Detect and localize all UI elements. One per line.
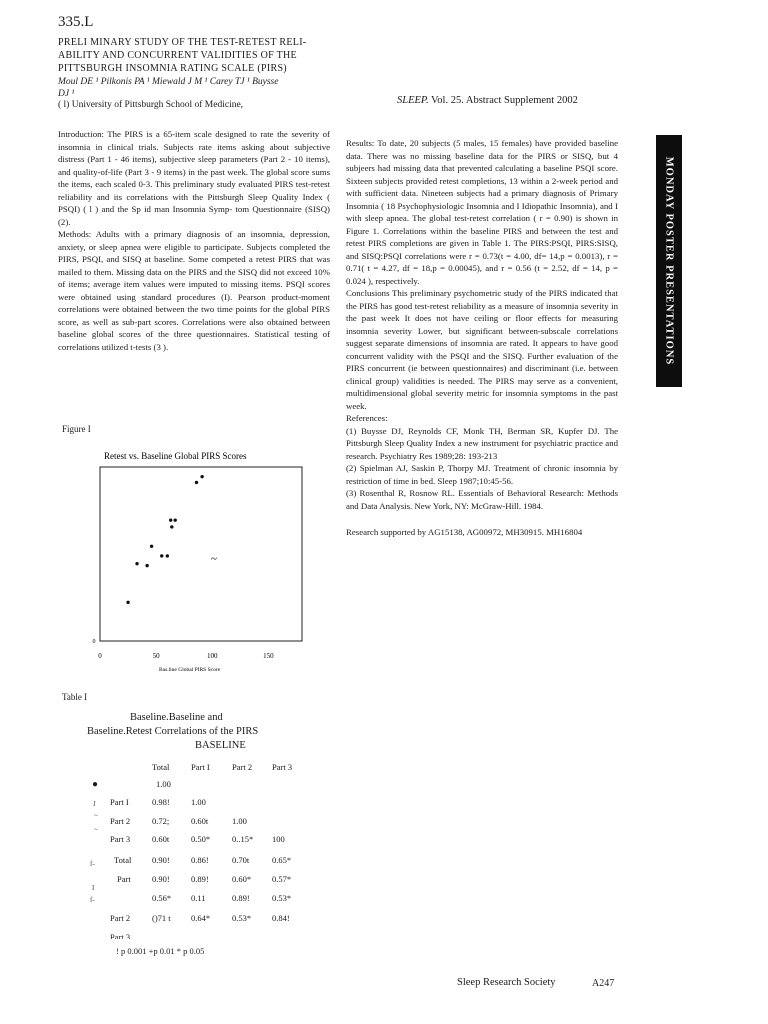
table-cell: 0.90! xyxy=(152,874,170,884)
left-column xyxy=(58,128,330,353)
table-cell: 0.86! xyxy=(191,855,209,865)
row-bullet-marker: ● xyxy=(92,779,99,790)
section-sidebar-tab xyxy=(656,135,682,387)
table-cell: 1.00 xyxy=(232,816,247,826)
table-cell: 0.84! xyxy=(272,913,290,923)
table-row-label: Part 2 xyxy=(110,816,131,826)
data-point-5 xyxy=(160,554,163,557)
conclusions-paragraph: Conclusions This preliminary psychometric study of the PIRS indicated that the PIRS has good test-retest reliability as a measure of insomnia severity in the past week It does not have ceiling or floor effects for measuring insomnia severity Lower, but significant between-subscale correlations suggest separate dimensions of insomnia are rated. It appears to have good concurrent validity with the PSQI and the SISQ. Further evaluation of the PIRS concurrent (ie between questionnaires) and discriminant (i.e. between clinical group) validities is needed. The PIRS may serve as a convenient, multidimensional global severity metric for insomnia symptoms in the past week. xyxy=(346,288,618,411)
authors-line: DJ ¹ xyxy=(58,89,75,99)
references-heading: References: xyxy=(346,413,388,423)
table-row-label: Total xyxy=(114,855,132,865)
x-tick-label: 100 xyxy=(206,652,218,660)
title-line: ABILITY AND CONCURRENT VALIDITIES OF THE xyxy=(58,50,297,61)
table-cell: 0.89! xyxy=(232,893,250,903)
table-column-header: Part 3 xyxy=(272,762,293,772)
table-title-line: Baseline.Retest Correlations of the PIRS xyxy=(87,726,259,737)
side-mark: f- xyxy=(90,860,95,868)
data-point-4 xyxy=(150,545,153,548)
side-mark: I xyxy=(92,884,95,892)
x-tick-labels xyxy=(98,652,274,660)
y-tick-label: 0 xyxy=(92,639,96,645)
scatter-chart xyxy=(58,446,318,681)
data-point-6 xyxy=(166,554,169,557)
page-number: A247 xyxy=(592,978,615,989)
table-column-header: Total xyxy=(152,762,170,772)
table-cell: 0.60t xyxy=(191,816,209,826)
funding-statement: Research supported by AG15138, AG00972, MH30915. MH16804 xyxy=(346,527,583,537)
table-cell: ()71 t xyxy=(152,913,171,923)
x-tick-label: 50 xyxy=(152,652,160,660)
data-point-2 xyxy=(135,562,138,565)
table-footnote: ! p 0.001 +p 0.01 * p 0.05 xyxy=(116,946,205,956)
table-row-label: Part I xyxy=(110,797,129,807)
journal-volume: Vol. 25. Abstract Supplement 2002 xyxy=(431,95,578,106)
table-column-header: Part I xyxy=(191,762,210,772)
footer-society: Sleep Research Society xyxy=(457,977,556,988)
table-label: Table I xyxy=(62,692,88,702)
reference-item: (2) Spielman AJ, Saskin P, Thorpy MJ. Treatment of chronic insomnia by restriction of time in bed. Sleep 1987;10:45-56. xyxy=(346,463,618,486)
table-cell: 0.65* xyxy=(272,855,292,865)
stray-tilde-mark: ~ xyxy=(211,553,217,565)
abstract-number: 335.L xyxy=(58,14,94,30)
table-cell: 0.90! xyxy=(152,855,170,865)
side-mark: ~ xyxy=(94,826,98,834)
table-row-label: Part 2 xyxy=(110,913,131,923)
data-point-9 xyxy=(173,518,176,521)
figure-label: Figure I xyxy=(62,424,91,434)
side-mark: J xyxy=(93,800,96,808)
table-title-line: Baseline.Baseline and xyxy=(130,712,223,723)
side-mark: f- xyxy=(90,896,95,904)
table-cell: 1.00 xyxy=(156,779,171,789)
side-mark: ~ xyxy=(94,812,98,820)
table-cell: 0.53* xyxy=(272,893,292,903)
table-cell: 0.60t xyxy=(152,834,170,844)
affiliation: ( l) University of Pittsburgh School of Medicine, xyxy=(58,100,244,110)
data-point-8 xyxy=(170,525,173,528)
table-cell: 0.98! xyxy=(152,797,170,807)
table-title-line: BASELINE xyxy=(195,740,246,751)
x-tick-label: 150 xyxy=(263,652,274,660)
reference-item: (1) Buysse DJ, Reynolds CF, Monk TH, Berman SR, Kupfer DJ. The Pittsburgh Sleep Quality Index a new instrument for psychiatric practice and research. Psychiatry Res 1989;28: 193-213 xyxy=(346,425,618,461)
chart-canvas xyxy=(58,446,318,676)
table-cell: 0.50* xyxy=(191,834,211,844)
table-cell: 0.89! xyxy=(191,874,209,884)
data-point-10 xyxy=(195,481,198,484)
x-tick-label: 0 xyxy=(98,652,102,660)
right-column xyxy=(346,137,618,539)
abstract-title xyxy=(58,36,368,75)
table-cell: 0.60* xyxy=(232,874,252,884)
table-cell: 0.70t xyxy=(232,855,250,865)
y-tick-labels xyxy=(93,639,96,645)
results-paragraph: Results: To date, 20 subjects (5 males, 15 females) have provided baseline data. There was no missing baseline data for the PIRS or SISQ, but 4 subjeers had missing data that prevented calculating a baseline PSQI score. Sixteen subjects provided retest completions, 13 within a 2-week period and with sufficient data. Nineteen subjects had a primary diagnosis of Primary Insomnia ( 18 Psychophysiologic Insomnia and I Idiopathic Insomnia), and I with sleep apnea. The global test-retest correlation ( r = 0.90) is shown in Figure 1. Correlations within the baseline PIRS and between the test and retest PIRS completions are given in Table 1. The PIRS:PSQI, PIRS:SISQ, and SISQ:PSQI correlations were r = 0.73(t = 4.00, df= 14,p = 0.0013), r = 0.71( t = 4.27, df = 18,p = 0.00045), and r = 0.56 (t = 2.52, df = 14, p = 0.024 ), respectively. xyxy=(346,138,618,286)
table-cell: 1.00 xyxy=(191,797,206,807)
table-cell: 0.11 xyxy=(191,893,206,903)
table-cell: 0..15* xyxy=(232,834,254,844)
table-cell: 0.64* xyxy=(191,913,211,923)
table-row-label: Part xyxy=(117,874,131,884)
table-row-label: Part 3 xyxy=(110,834,131,844)
table-cell: 0.53* xyxy=(232,913,252,923)
table-row-label: Part 3 xyxy=(110,932,131,939)
data-point-7 xyxy=(169,518,172,521)
data-point-11 xyxy=(200,475,203,478)
table-cell: 0.56* xyxy=(152,893,172,903)
authors xyxy=(58,76,388,100)
table-cell: 100 xyxy=(272,834,285,844)
title-line: PITTSBURGH INSOMNIA RATING SCALE (PIRS) xyxy=(58,63,287,74)
introduction-paragraph: Introduction: The PIRS is a 65-item scale designed to rate the severity of insomnia in clinical trials. Subjects rate items asking about subjective distress (Part 1 - 46 items), subjective sleep parameters (Part 2 - 10 items), and quality-of-life (Part 3 - 9 items) in the past week. The global score sums the items, each scaled 0-3. This preliminary study evaluated PIRS test-retest reliability and its correlations with the Pittsburgh Sleep Quality Index ( PSQI) ( l ) and the Sp id man Insomnia Symp- tom Questionnaire (SISQ) (2). xyxy=(58,129,330,227)
table-cell: 0.72; xyxy=(152,816,170,826)
plot-frame xyxy=(100,467,302,641)
methods-paragraph: Methods: Adults with a primary diagnosis of an insomnia, depression, anxiety, or sleep apnea were eligible to participate. Subjects completed the PIRS, PSQI, and SISQ at baseline. Some competed a retest PIRS that was mailed to them. Missing data on the PIRS and the SISQ did not exceed 10% of items; average item values were imputed to missing items. PSQI scores were obtained using standard procedures (I). Pearson product-moment correlations were obtained between the two time points for the global PIRS score, as well as sub-part scores. Correlations were also obtained between baseline global scores of the three questionnaires. Statistical testing of correlations utilized t-tests (3 ). xyxy=(58,229,330,352)
title-line: PRELI MINARY STUDY OF THE TEST-RETEST RELI- xyxy=(58,37,307,48)
data-point-1 xyxy=(126,601,129,604)
table-column-header: Part 2 xyxy=(232,762,253,772)
journal-citation xyxy=(397,95,578,106)
authors-line: Moul DE ¹ Pilkonis PA ¹ Miewald J M ¹ Carey TJ ¹ Buysse xyxy=(58,77,279,87)
journal-name: SLEEP. xyxy=(397,95,429,106)
reference-item: (3) Rosenthal R, Rosnow RL. Essentials of Behavioral Research: Methods and Data Analysis. New York, NY: McGraw-Hill. 1984. xyxy=(346,488,618,511)
sidebar-label: MONDAY POSTER PRESENTATIONS xyxy=(663,156,675,366)
data-points xyxy=(126,475,203,604)
table-cell: 0.57* xyxy=(272,874,292,884)
x-axis-label: Bas.line Global PIRS Score xyxy=(159,667,221,673)
chart-title: Retest vs. Baseline Global PIRS Scores xyxy=(104,451,247,461)
data-point-3 xyxy=(145,564,148,567)
